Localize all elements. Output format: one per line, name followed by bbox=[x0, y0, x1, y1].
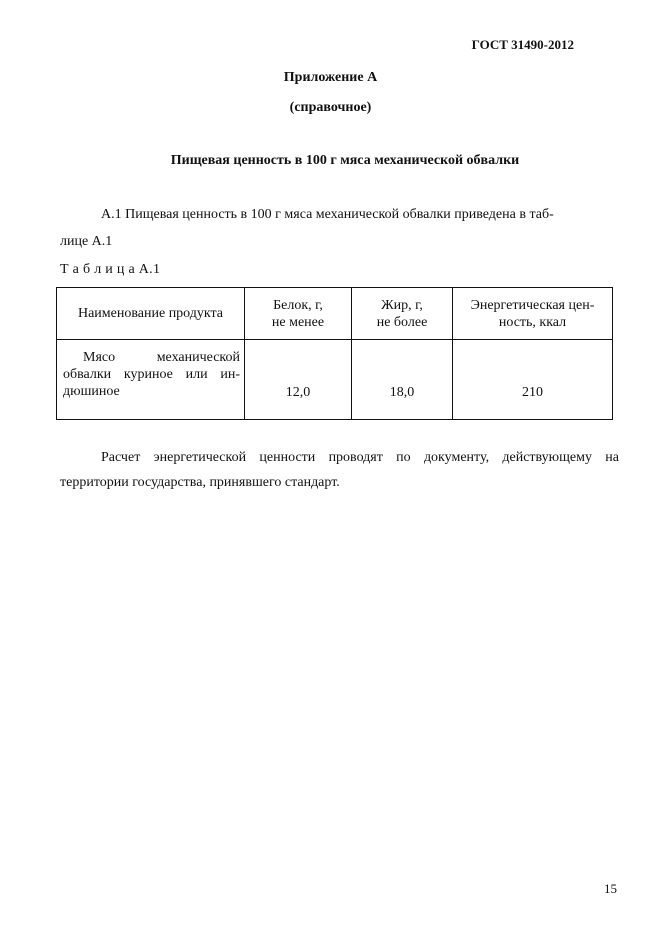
header-energy-line: Энергетическая цен- bbox=[470, 297, 595, 313]
header-protein bbox=[245, 288, 352, 340]
header-protein-line: не менее bbox=[271, 314, 325, 330]
header-protein-line: Белок, г, bbox=[273, 297, 323, 313]
cell-protein: 12,0 bbox=[245, 340, 352, 420]
page-number: 15 bbox=[604, 881, 617, 896]
standard-code-header: ГОСТ 31490-2012 bbox=[471, 37, 574, 52]
product-name-line: дюшиное bbox=[63, 384, 120, 399]
table-row bbox=[57, 340, 613, 420]
table-caption: Т а б л и ц а А.1 bbox=[60, 262, 161, 277]
cell-product-name bbox=[57, 340, 245, 420]
cell-fat: 18,0 bbox=[352, 340, 453, 420]
paragraph-a1-line: лице А.1 bbox=[60, 234, 113, 249]
paragraph-energy-calc-line: Расчет энергетической ценности проводят по документу, действующему на bbox=[101, 450, 619, 465]
paragraph-energy-calc-line: территории государства, принявшего стандарт. bbox=[60, 475, 340, 490]
section-title: Пищевая ценность в 100 г мяса механической обвалки bbox=[170, 153, 520, 168]
header-energy-line: ность, ккал bbox=[498, 314, 567, 330]
nutrition-table bbox=[56, 287, 613, 420]
cell-energy: 210 bbox=[453, 340, 613, 420]
header-energy bbox=[453, 288, 613, 340]
header-fat-line: Жир, г, bbox=[381, 297, 423, 313]
paragraph-a1-line: А.1 Пищевая ценность в 100 г мяса механической обвалки приведена в таб- bbox=[101, 207, 554, 222]
header-product bbox=[57, 288, 245, 340]
header-fat bbox=[352, 288, 453, 340]
appendix-type: (справочное) bbox=[289, 100, 372, 115]
product-name-line: обвалки куриное или ин- bbox=[63, 367, 240, 382]
header-product-label: Наименование продукта bbox=[77, 306, 224, 321]
header-fat-line: не более bbox=[376, 314, 428, 330]
table-header-row bbox=[57, 288, 613, 340]
product-name-line: Мясо механической bbox=[83, 350, 240, 365]
appendix-title: Приложение А bbox=[283, 70, 378, 85]
